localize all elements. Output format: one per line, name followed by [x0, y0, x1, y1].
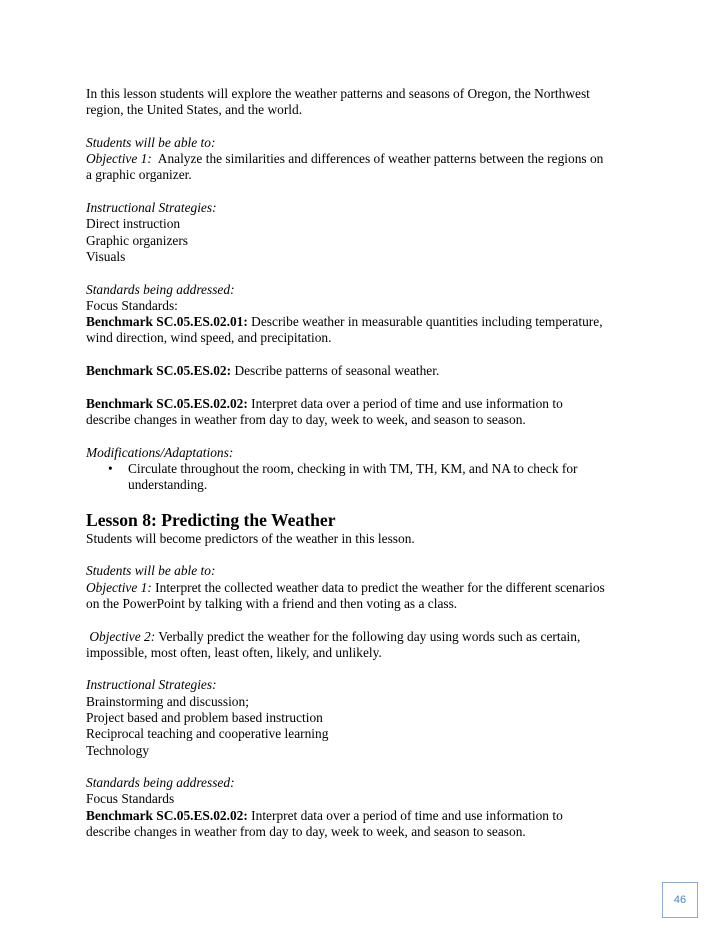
- focus-standards-label: Focus Standards: [86, 791, 175, 807]
- benchmark-paragraph: [86, 363, 646, 379]
- objective-label: Objective 1:: [86, 579, 152, 595]
- objective-line: [86, 580, 646, 596]
- objective-text: Verbally predict the weather for the following day using words such as certain,: [155, 628, 581, 644]
- benchmark-paragraph: [86, 396, 646, 429]
- modifications-list: [86, 461, 646, 494]
- strategy-item: Graphic organizers: [86, 232, 188, 248]
- list-item-line: understanding.: [128, 477, 208, 493]
- strategies-heading: Instructional Strategies:: [86, 200, 217, 216]
- objective-text: Analyze the similarities and differences of weather patterns between the regions on: [151, 151, 604, 167]
- intro-line: In this lesson students will explore the weather patterns and seasons of Oregon, the Northwest: [86, 86, 590, 101]
- strategy-item: Project based and problem based instruction: [86, 709, 323, 725]
- benchmark-text: Interpret data over a period of time and use information to: [247, 395, 563, 411]
- lesson-strategies-section: [86, 677, 646, 758]
- benchmark-text: Describe weather in measurable quantities including temperature,: [247, 314, 603, 330]
- objective-label: Objective 1:: [86, 151, 152, 167]
- intro-paragraph: [86, 86, 646, 119]
- strategy-item: Reciprocal teaching and cooperative learning: [86, 726, 329, 742]
- intro-line: region, the United States, and the world.: [86, 102, 303, 118]
- strategies-section: [86, 200, 646, 265]
- benchmark-text: Describe patterns of seasonal weather.: [231, 363, 440, 379]
- list-item: [86, 461, 646, 494]
- objective-line: impossible, most often, least often, likely, and unlikely.: [86, 644, 382, 660]
- benchmark-line: describe changes in weather from day to day, week to week, and season to season.: [86, 411, 526, 427]
- benchmark-line: [86, 396, 646, 412]
- document-page: [86, 86, 646, 857]
- benchmark-line: [86, 363, 646, 379]
- page-number: 46: [662, 882, 698, 918]
- modifications-heading: Modifications/Adaptations:: [86, 444, 234, 460]
- objectives-heading: Students will be able to:: [86, 134, 216, 150]
- strategy-item: Technology: [86, 742, 150, 758]
- benchmark-line: describe changes in weather from day to day, week to week, and season to season.: [86, 824, 526, 840]
- objective-line: [86, 151, 646, 167]
- lesson-intro: [86, 531, 646, 547]
- benchmark-label: Benchmark SC.05.ES.02.02:: [86, 395, 248, 411]
- lesson-objectives-section: [86, 563, 646, 612]
- objective-label: Objective 2:: [86, 628, 156, 644]
- list-item-line: Circulate throughout the room, checking in with TM, TH, KM, and NA to check for: [128, 460, 578, 476]
- objective-line: a graphic organizer.: [86, 167, 192, 183]
- standards-heading: Standards being addressed:: [86, 281, 235, 297]
- lesson-objective-2: [86, 629, 646, 662]
- strategies-heading: Instructional Strategies:: [86, 677, 217, 693]
- objectives-section: [86, 135, 646, 184]
- strategy-item: Visuals: [86, 248, 126, 264]
- lesson-standards-section: [86, 775, 646, 840]
- strategy-item: Direct instruction: [86, 216, 181, 232]
- benchmark-line: [86, 808, 646, 824]
- lesson-title: Lesson 8: Predicting the Weather: [86, 509, 336, 530]
- benchmark-line: wind direction, wind speed, and precipitation.: [86, 330, 332, 346]
- bullet-icon: •: [108, 460, 113, 476]
- strategy-item: Brainstorming and discussion;: [86, 693, 249, 709]
- objective-text: Interpret the collected weather data to predict the weather for the different scenarios: [151, 579, 605, 595]
- objectives-heading: Students will be able to:: [86, 563, 216, 579]
- benchmark-text: Interpret data over a period of time and use information to: [247, 807, 563, 823]
- benchmark-label: Benchmark SC.05.ES.02.02:: [86, 807, 248, 823]
- lesson-intro-line: Students will become predictors of the weather in this lesson.: [86, 530, 415, 546]
- standards-heading: Standards being addressed:: [86, 775, 235, 791]
- focus-standards-label: Focus Standards:: [86, 297, 178, 313]
- objective-line: on the PowerPoint by talking with a friend and then voting as a class.: [86, 595, 458, 611]
- objective-line: [86, 629, 646, 645]
- benchmark-label: Benchmark SC.05.ES.02:: [86, 363, 232, 379]
- benchmark-label: Benchmark SC.05.ES.02.01:: [86, 314, 248, 330]
- benchmark-line: [86, 314, 646, 330]
- standards-section: [86, 282, 646, 347]
